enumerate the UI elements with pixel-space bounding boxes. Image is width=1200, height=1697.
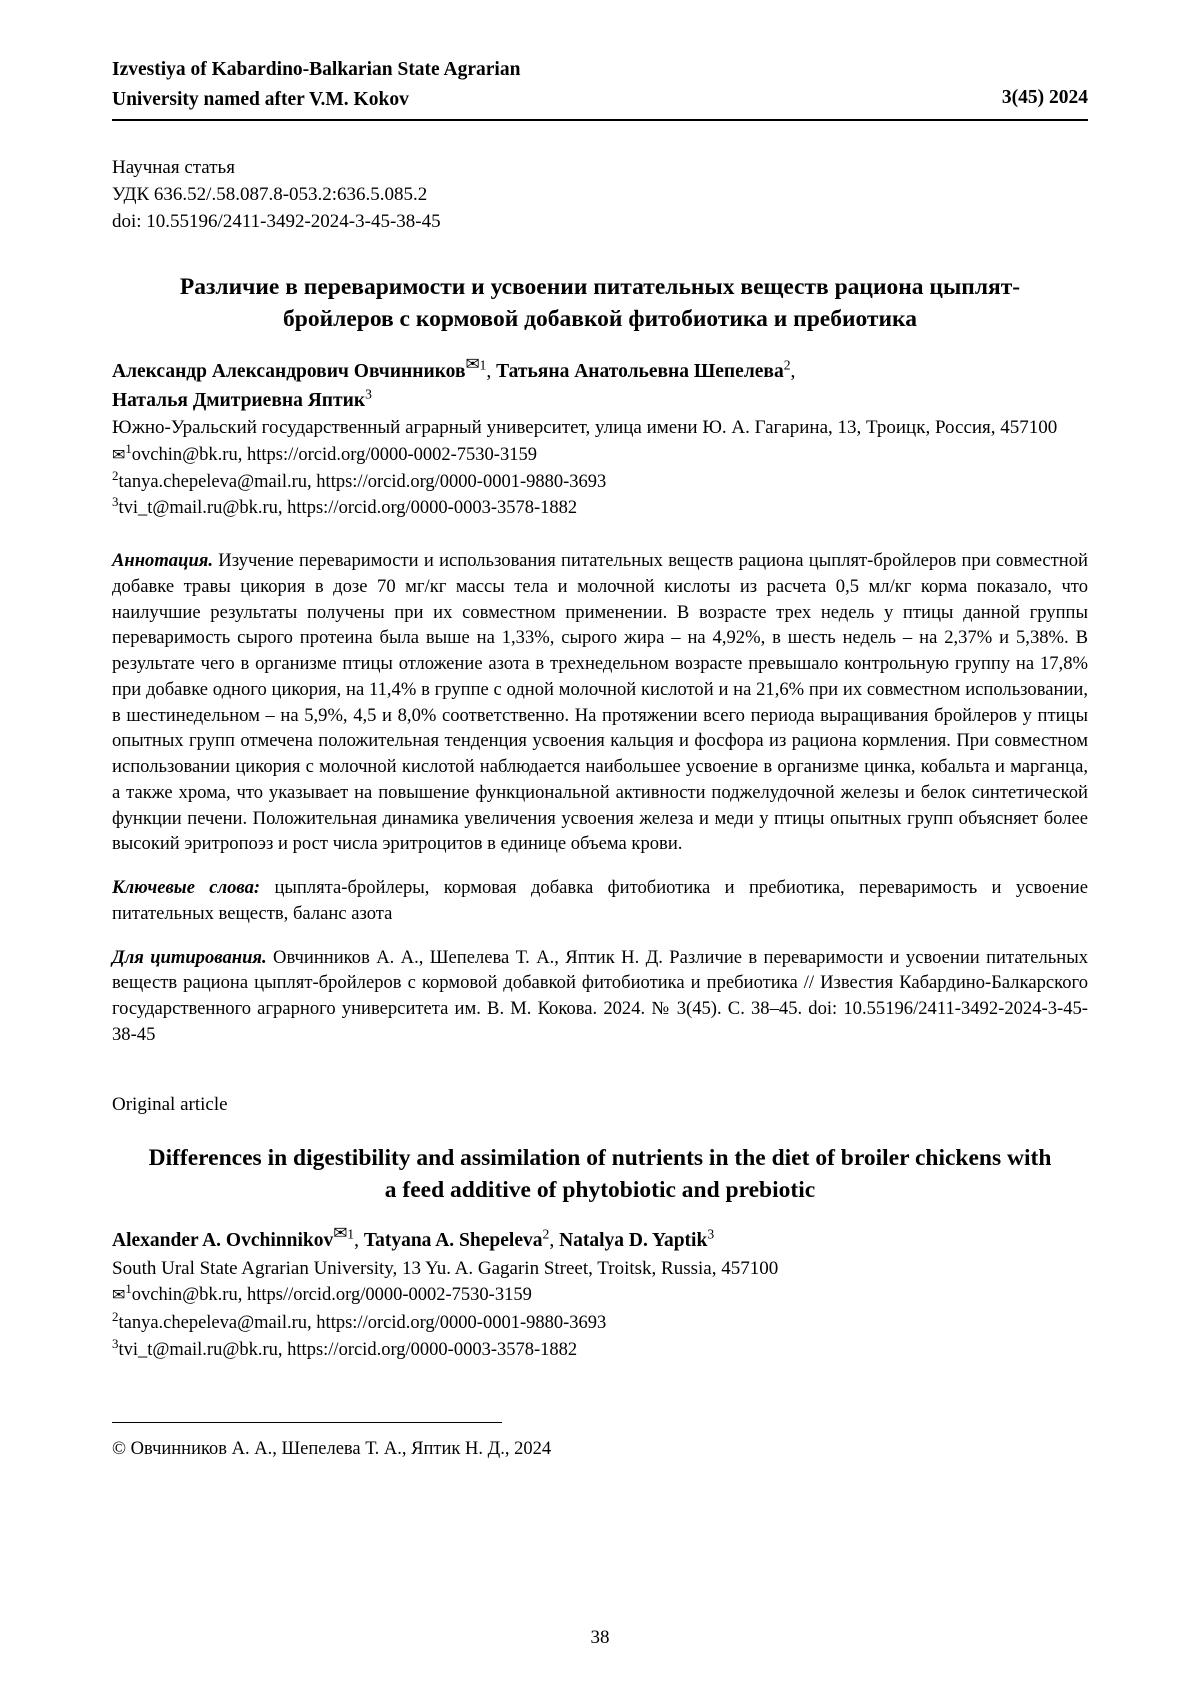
copyright-line: © Овчинников А. А., Шепелева Т. А., Яптик Н. Д., 2024 <box>112 1439 552 1460</box>
original-article-label: Original article <box>112 1093 228 1115</box>
contact-text-1: ovchin@bk.ru, https://orcid.org/0000-0002-7530-3159 <box>131 444 537 465</box>
envelope-icon: ✉ <box>465 354 480 374</box>
author-affil-marker-1: 1 <box>479 357 487 373</box>
citation-label: Для цитирования. <box>112 946 267 968</box>
contact-line-en-3 <box>112 1337 1088 1364</box>
affiliation-english: South Ural State Agrarian University, 13 Yu. A. Gagarin Street, Troitsk, Russia, 457100 <box>112 1257 779 1279</box>
envelope-icon: ✉ <box>333 1223 348 1243</box>
citation-russian <box>112 945 1088 1048</box>
authors-russian <box>112 354 1088 522</box>
authors-english <box>112 1223 1088 1365</box>
journal-name-line2: University named after V.M. Kokov <box>112 89 409 111</box>
contact-line-en-2 <box>112 1310 1088 1337</box>
article-type: Научная статья <box>112 157 235 179</box>
contact-marker-en-2: 2 <box>112 1308 119 1324</box>
page-number: 38 <box>590 1627 610 1648</box>
author-name-en-2: Tatyana A. Shepeleva <box>363 1229 543 1251</box>
contact-marker-1: 1 <box>125 440 132 456</box>
contact-text-en-3: tvi_t@mail.ru@bk.ru, https://orcid.org/0000-0003-3578-1882 <box>118 1339 578 1360</box>
journal-name <box>112 55 520 115</box>
contact-marker-en-1: 1 <box>125 1281 132 1296</box>
udc-code: УДК 636.52/.58.087.8-053.2:636.5.085.2 <box>112 184 428 206</box>
contact-text-en-1: ovchin@bk.ru, https//orcid.org/0000-0002-7530-3159 <box>131 1285 532 1306</box>
title-russian: Различие в переваримости и усвоении питательных веществ рациона цыплят-бройлеров с кормовой добавкой фитобиотика и пребиотика <box>179 274 1021 333</box>
title-english: Differences in digestibility and assimilation of nutrients in the diet of broiler chickens with a feed additive of phytobiotic and prebiotic <box>148 1144 1052 1204</box>
author-affil-marker-2: 2 <box>783 357 791 373</box>
author-name-3: Наталья Дмитриевна Яптик <box>112 389 366 411</box>
keywords-text: цыплята-бройлеры, кормовая добавка фитобиотика и пребиотика, переваримость и усвоение питательных веществ, баланс азота <box>112 877 1088 924</box>
author-line-2 <box>112 387 1088 415</box>
affiliation-russian: Южно-Уральский государственный аграрный университет, улица имени Ю. А. Гагарина, 13, Троицк, Россия, 457100 <box>112 416 1058 438</box>
author-line-1: Александр Александрович Овчинников$^{✉1}$, Татьяна Анатольевна Шепелева$^2$, <box>112 354 796 383</box>
contact-text-2: tanya.chepeleva@mail.ru, https://orcid.org/0000-0001-9880-3693 <box>118 471 607 492</box>
contact-line-3 <box>112 495 1088 522</box>
keywords-russian <box>112 875 1088 927</box>
author-affil-marker-en-3: 3 <box>707 1226 715 1242</box>
issue-number: 3(45) 2024 <box>1001 87 1088 109</box>
author-name-2: Татьяна Анатольевна Шепелева <box>496 361 784 383</box>
contact-marker-en-3: 3 <box>112 1335 119 1351</box>
author-name-en-1: Alexander A. Ovchinnikov <box>112 1229 334 1251</box>
abstract-label: Аннотация. <box>112 550 214 572</box>
article-meta <box>112 155 1088 236</box>
footnote-divider <box>112 1422 502 1423</box>
doi: doi: 10.55196/2411-3492-2024-3-45-38-45 <box>112 211 441 233</box>
contact-line-2 <box>112 469 1088 496</box>
abstract-text: Изучение переваримости и использования питательных веществ рациона цыплят-бройлеров при совместной добавке травы цикория в дозе 70 мг/кг массы тела и молочной кислоты из расчета 0,5 мл/кг корма показало, что наилучшие результаты получены при их совместном применении. В возрасте трех недель у птицы данной группы переваримость сырого протеина была выше на 1,33%, сырого жира – на 4,92%, в шесть недель – на 2,37% и 5,38%. В результате чего в организме птицы отложение азота в трехнедельном возрасте превышало контрольную группу на 17,8% при добавке одного цикория, на 11,4% в группе с одной молочной кислотой и на 21,6% при их совместном использовании, в шестинедельном – на 5,9%, 4,5 и 8,0% соответственно. На протяжении всего периода выращивания бройлеров у птицы опытных групп отмечена положительная тенденция усвоения кальция и фосфора из рациона кормления. При совместном использовании цикория с молочной кислотой наблюдается наибольшее усвоение в организме цинка, кобальта и марганца, а также хрома, что указывает на повышение функциональной активности поджелудочной железы и белок синтетической функции печени. Положительная динамика увеличения усвоения железа и меди у птицы опытных групп объясняет более высокий эритропоэз и рост числа эритроцитов в единице объема крови. <box>112 550 1089 855</box>
citation-text: Овчинников А. А., Шепелева Т. А., Яптик Н. Д. Различие в переваримости и усвоении питательных веществ рациона цыплят-бройлеров с кормовой добавкой фитобиотика и пребиотика // Известия Кабардино-Балкарского государственного аграрного университета им. В. М. Кокова. 2024. № 3(45). С. 38–45. doi: 10.55196/2411-3492-2024-3-45-38-45 <box>112 946 1088 1045</box>
author-affil-marker-en-2: 2 <box>542 1226 550 1242</box>
journal-name-line1: Izvestiya of Kabardino-Balkarian State Agrarian <box>112 59 521 80</box>
contact-marker-3: 3 <box>112 494 119 510</box>
author-line-en: Alexander A. Ovchinnikov$^{✉1}$, Tatyana A. Shepeleva$^2$, Natalya D. Yaptik$^3$ <box>112 1223 715 1251</box>
author-affil-marker-3: 3 <box>365 386 372 402</box>
author-name-en-3: Natalya D. Yaptik <box>559 1229 708 1251</box>
contact-line-en-1 <box>112 1282 1088 1309</box>
envelope-icon: ✉ <box>112 1287 126 1305</box>
contact-line-1 <box>112 442 1088 469</box>
contact-marker-2: 2 <box>112 467 119 483</box>
abstract-russian <box>112 548 1088 857</box>
keywords-label: Ключевые слова: <box>112 877 261 899</box>
envelope-icon: ✉ <box>112 446 126 464</box>
contact-text-en-2: tanya.chepeleva@mail.ru, https://orcid.org/0000-0001-9880-3693 <box>118 1312 607 1333</box>
author-name-1: Александр Александрович Овчинников <box>112 361 466 383</box>
contact-text-3: tvi_t@mail.ru@bk.ru, https://orcid.org/0000-0003-3578-1882 <box>118 498 578 519</box>
running-head <box>112 55 1088 121</box>
author-affil-marker-en-1: 1 <box>347 1226 355 1242</box>
